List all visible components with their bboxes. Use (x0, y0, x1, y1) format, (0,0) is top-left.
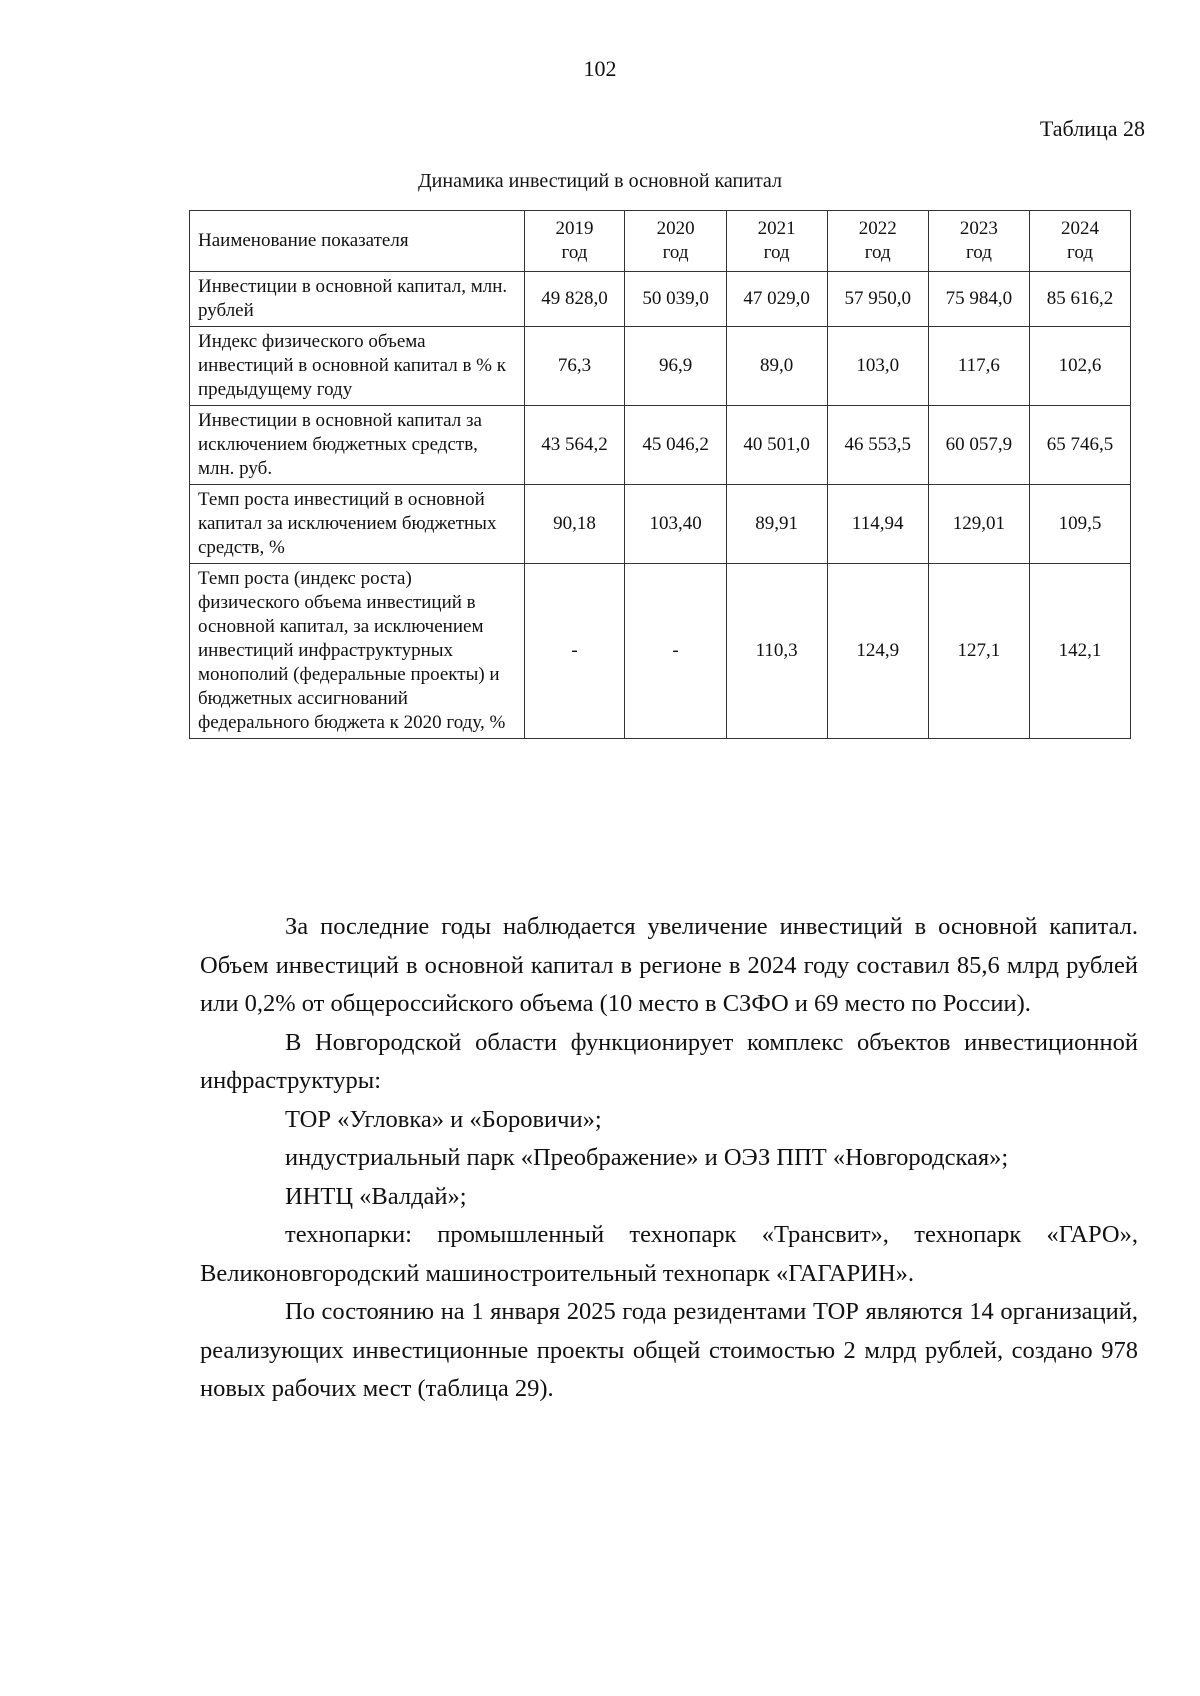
value-cell: 96,9 (625, 327, 726, 406)
value-cell: 90,18 (524, 485, 625, 564)
value-cell: 129,01 (928, 485, 1029, 564)
header-year-cell: 2021 год (726, 211, 827, 272)
value-cell: 65 746,5 (1030, 406, 1131, 485)
value-cell: 117,6 (928, 327, 1029, 406)
value-cell: 60 057,9 (928, 406, 1029, 485)
value-cell: 75 984,0 (928, 272, 1029, 327)
paragraph: За последние годы наблюдается увеличение инвестиций в основной капитал. Объем инвестиций в основной капитал в регионе в 2024 году составил 85,6 млрд рублей или 0,2% от общероссийского объема (10 место в СЗФО и 69 место по России). (200, 913, 1138, 1017)
value-cell: 85 616,2 (1030, 272, 1131, 327)
row-name-cell: Темп роста инвестиций в основной капитал за исключением бюджетных средств, % (190, 485, 525, 564)
value-cell: 110,3 (726, 564, 827, 739)
list-item: индустриальный парк «Преображение» и ОЭЗ ППТ «Новгородская»; (285, 1144, 1009, 1171)
row-name-cell: Инвестиции в основной капитал, млн. рублей (190, 272, 525, 327)
paragraph: В Новгородской области функционирует комплекс объектов инвестиционной инфраструктуры: (200, 1028, 1138, 1094)
row-name-cell: Индекс физического объема инвестиций в основной капитал в % к предыдущему году (190, 327, 525, 406)
list-item: ИНТЦ «Валдай»; (285, 1182, 467, 1210)
body-text (200, 908, 1138, 1409)
investment-table (189, 210, 1131, 739)
table-row (190, 327, 1131, 406)
paragraph: По состоянию на 1 января 2025 года резидентами ТОР являются 14 организаций, реализующих инвестиционные проекты общей стоимостью 2 млрд рублей, создано 978 новых рабочих мест (таблица 29). (200, 1298, 1138, 1402)
value-cell: - (524, 564, 625, 739)
row-name-cell: Инвестиции в основной капитал за исключением бюджетных средств, млн. руб. (190, 406, 525, 485)
value-cell: 102,6 (1030, 327, 1131, 406)
header-year-cell: 2022 год (827, 211, 928, 272)
list-item: технопарки: промышленный технопарк «Трансвит», технопарк «ГАРО», Великоновгородский машиностроительный технопарк «ГАГАРИН». (200, 1221, 1138, 1287)
table-title: Динамика инвестиций в основной капитал (418, 170, 782, 192)
value-cell: 47 029,0 (726, 272, 827, 327)
value-cell: 46 553,5 (827, 406, 928, 485)
value-cell: 76,3 (524, 327, 625, 406)
header-year-cell: 2020 год (625, 211, 726, 272)
value-cell: 89,91 (726, 485, 827, 564)
value-cell: 109,5 (1030, 485, 1131, 564)
value-cell: 127,1 (928, 564, 1029, 739)
list-item: ТОР «Угловка» и «Боровичи»; (285, 1105, 602, 1133)
value-cell: 103,0 (827, 327, 928, 406)
value-cell: 43 564,2 (524, 406, 625, 485)
page-number: 102 (583, 56, 617, 81)
header-year-cell: 2019 год (524, 211, 625, 272)
value-cell: 142,1 (1030, 564, 1131, 739)
table-row (190, 485, 1131, 564)
value-cell: 103,40 (625, 485, 726, 564)
value-cell: 40 501,0 (726, 406, 827, 485)
row-name-cell: Темп роста (индекс роста) физического объема инвестиций в основной капитал, за исключением инвестиций инфраструктурных монополий (федеральные проекты) и бюджетных ассигнований федерального бюджета к 2020 году, % (190, 564, 525, 739)
header-name-cell: Наименование показателя (190, 211, 525, 272)
value-cell: 89,0 (726, 327, 827, 406)
value-cell: 124,9 (827, 564, 928, 739)
table-row (190, 406, 1131, 485)
table-label: Таблица 28 (1039, 116, 1145, 141)
value-cell: 57 950,0 (827, 272, 928, 327)
table-header-row (190, 211, 1131, 272)
table-row (190, 272, 1131, 327)
header-year-cell: 2023 год (928, 211, 1029, 272)
value-cell: 114,94 (827, 485, 928, 564)
table-row (190, 564, 1131, 739)
value-cell: 49 828,0 (524, 272, 625, 327)
value-cell: 50 039,0 (625, 272, 726, 327)
value-cell: - (625, 564, 726, 739)
value-cell: 45 046,2 (625, 406, 726, 485)
header-year-cell: 2024 год (1030, 211, 1131, 272)
